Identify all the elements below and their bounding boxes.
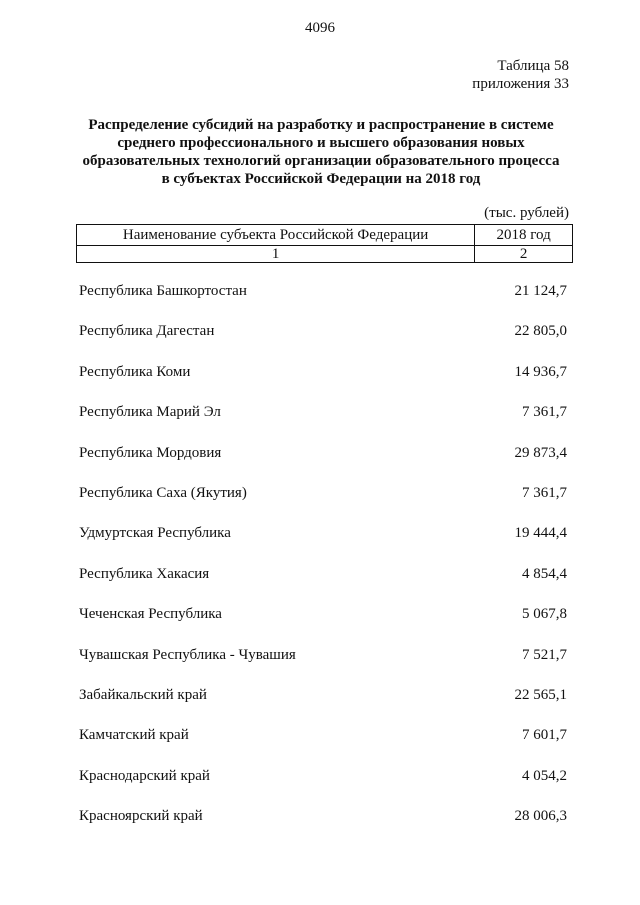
table-row — [79, 482, 567, 522]
column-number-row — [77, 246, 573, 263]
subsidy-amount: 28 006,3 — [514, 808, 567, 825]
table-row — [79, 401, 567, 441]
table-number: Таблица 58 — [497, 58, 569, 74]
column-number-1: 1 — [77, 246, 475, 263]
header-row — [77, 225, 573, 246]
subsidy-amount: 22 805,0 — [514, 323, 567, 340]
subsidy-amount: 7 521,7 — [522, 646, 567, 663]
subsidy-amount: 29 873,4 — [514, 444, 567, 461]
table-row — [79, 361, 567, 401]
table-row — [79, 522, 567, 562]
subject-name: Красноярский край — [79, 808, 203, 825]
subject-name: Удмуртская Республика — [79, 525, 231, 542]
title-line-1: Распределение субсидий на разработку и распространение в системе — [88, 117, 554, 133]
table-body — [79, 280, 567, 845]
appendix-number: приложения 33 — [472, 76, 569, 92]
table-row — [79, 442, 567, 482]
title-line-2: среднего профессионального и высшего образования новых — [117, 135, 525, 151]
subject-name: Республика Дагестан — [79, 323, 215, 340]
subject-name: Республика Саха (Якутия) — [79, 484, 247, 501]
table-row — [79, 320, 567, 360]
table-row — [79, 805, 567, 845]
subsidy-amount: 7 361,7 — [522, 484, 567, 501]
table-reference — [472, 57, 569, 93]
page-number: 4096 — [305, 20, 335, 36]
table-row — [79, 765, 567, 805]
subsidy-amount: 14 936,7 — [514, 363, 567, 380]
table-row — [79, 603, 567, 643]
subsidy-amount: 21 124,7 — [514, 283, 567, 299]
title-line-4: в субъектах Российской Федерации на 2018 год — [161, 171, 481, 187]
subject-name: Республика Хакасия — [79, 565, 210, 582]
subsidy-amount: 4 854,4 — [522, 565, 567, 582]
title-line-3: образовательных технологий организации образовательного процесса — [82, 153, 560, 169]
column-header-subject: Наименование субъекта Российской Федерации — [77, 225, 475, 246]
subject-name: Чеченская Республика — [79, 606, 222, 623]
subsidy-amount: 19 444,4 — [514, 525, 567, 542]
table-row — [79, 684, 567, 724]
subject-name: Республика Коми — [79, 363, 191, 380]
units-label: (тыс. рублей) — [484, 205, 569, 221]
subject-name: Республика Башкортостан — [79, 283, 247, 299]
document-title — [70, 116, 572, 188]
subsidy-amount: 22 565,1 — [514, 686, 567, 703]
subject-name: Чувашская Республика - Чувашия — [79, 646, 296, 663]
subject-name: Забайкальский край — [79, 686, 207, 703]
subject-name: Республика Марий Эл — [79, 404, 221, 421]
subsidy-amount: 4 054,2 — [522, 767, 567, 784]
table-row — [79, 724, 567, 764]
subject-name: Камчатский край — [79, 727, 189, 744]
subject-name: Республика Мордовия — [79, 444, 222, 461]
subsidy-amount: 7 601,7 — [522, 727, 567, 744]
column-header-year: 2018 год — [475, 225, 573, 246]
subsidy-amount: 7 361,7 — [522, 404, 567, 421]
table-row — [79, 563, 567, 603]
subject-name: Краснодарский край — [79, 767, 210, 784]
table-header — [76, 224, 573, 263]
table-row — [79, 280, 567, 320]
column-number-2: 2 — [475, 246, 573, 263]
table-row — [79, 644, 567, 684]
subsidy-amount: 5 067,8 — [522, 606, 567, 623]
